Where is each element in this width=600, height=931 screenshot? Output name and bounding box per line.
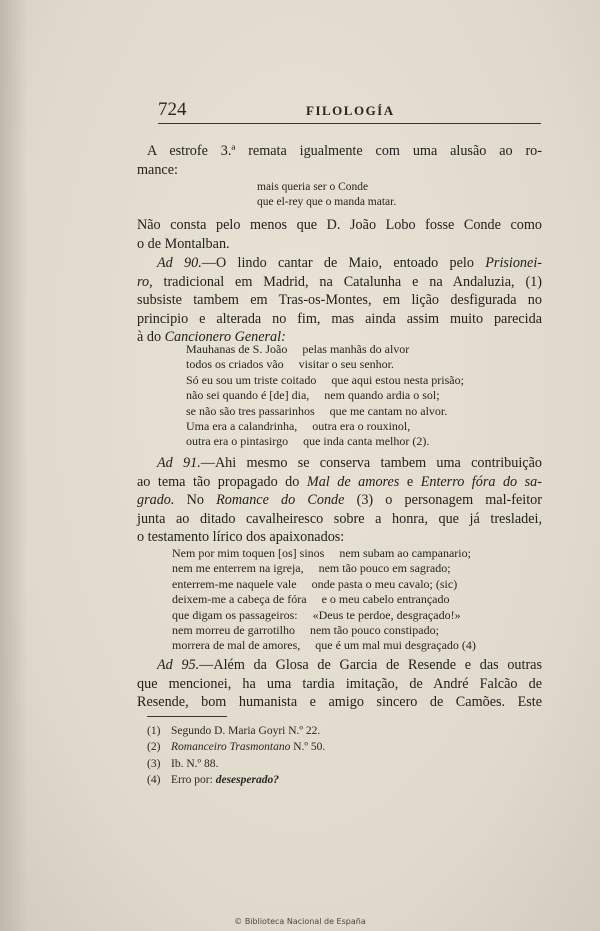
verse-line: Nem por mim toquen [os] sinos nem subam ao campanario; [172, 546, 471, 560]
library-watermark: © Biblioteca Nacional de España [234, 917, 366, 926]
verse-line: outra era o pintasirgo que inda canta melhor (2). [186, 434, 430, 449]
footnote: (2) Romanceiro Trasmontano N.º 50. [147, 741, 326, 754]
footnote: (3) Ib. N.º 88. [147, 757, 219, 770]
text-line: A estrofe 3.ª remata igualmente com uma alusão ao ro- [147, 143, 542, 159]
text-line: à do Cancionero General: [137, 329, 286, 346]
verse-line: enterrem-me naquele vale onde pasta o meu cavalo; (sic) [172, 576, 458, 591]
text-line: junta ao ditado cavalheiresco sobre a honra, que já tresladei, [137, 510, 542, 527]
text-line: Ad 91.—Ahi mesmo se conserva tambem uma contribuição [157, 455, 542, 471]
text-line: principio e alterada no fim, mas ainda assim muito parecida [137, 310, 542, 327]
verse-line: mais queria ser o Conde [257, 181, 369, 193]
verse-line: Só eu sou um triste coitado que aqui estou nesta prisão; [186, 372, 464, 387]
paragraph-ad-91 [137, 454, 542, 547]
text-line: ro, tradicional em Madrid, na Catalunha e na Andaluzia, (1) [137, 273, 542, 290]
footnotes [147, 723, 325, 789]
text-line: Não consta pelo menos que D. João Lobo fosse Conde como [137, 217, 542, 233]
binding-shadow [0, 0, 28, 931]
verse-line: que el-rey que o manda matar. [257, 196, 397, 208]
paragraph-joao-lobo [137, 216, 542, 253]
verse-line: que digam os passageiros: «Deus te perdoe, desgraçado!» [172, 607, 461, 622]
page-header [158, 97, 541, 124]
text-line: o de Montalban. [137, 235, 230, 252]
paragraph-ad-90 [137, 254, 542, 347]
paragraph-ad-95 [137, 656, 542, 712]
verse-quote-1 [257, 180, 396, 210]
text-line: que mencionei, ha uma tardia imitação, de André Falcão de [137, 675, 542, 692]
text-line: Resende, bom humanista e amigo sincero de Camões. Este [137, 694, 542, 711]
text-line: grado. No Romance do Conde (3) o personagem mal-feitor [137, 492, 542, 509]
verse-quote-3 [172, 546, 476, 654]
text-line: ao tema tão propagado do Mal de amores e Enterro fóra do sa- [137, 473, 542, 490]
verse-line: Uma era a calandrinha, outra era o rouxinol, [186, 419, 411, 434]
verse-line: Mauhanas de S. João pelas manhãs do alvor [186, 342, 410, 356]
running-title: FILOLOGÍA [306, 103, 395, 118]
verse-line: morrera de mal de amores, que é um mal mui desgraçado (4) [172, 638, 476, 653]
verse-line: deixem-me a cabeça de fóra e o meu cabelo entrançado [172, 592, 450, 607]
verse-line: não sei quando é [de] dia, nem quando ardia o sol; [186, 388, 440, 403]
verse-line: todos os criados vão visitar o seu senhor. [186, 357, 394, 372]
text-line: Ad 90.—O lindo cantar de Maio, entoado pelo Prisionei- [157, 255, 542, 271]
text-line: mance: [137, 161, 178, 178]
verse-line: se não são tres passarinhos que me cantam no alvor. [186, 403, 448, 418]
verse-line: nem me enterrem na igreja, nem tão pouco em sagrado; [172, 561, 451, 576]
verse-quote-2 [186, 342, 464, 450]
page-number: 724 [158, 99, 187, 120]
text-line: subsiste tambem em Tras-os-Montes, em lição desfigurada no [137, 292, 542, 309]
section-ref: Ad 95. [157, 657, 200, 673]
footnote-divider [147, 716, 227, 717]
text-line: Ad 95.—Além da Glosa de Garcia de Resende e das outras [157, 657, 542, 673]
verse-line: nem morreu de garrotilho nem tão pouco constipado; [172, 623, 439, 638]
footnote: (4) Erro por: desesperado? [147, 774, 279, 787]
footnote: (1) Segundo D. Maria Goyri N.º 22. [147, 725, 321, 737]
text-line: o testamento lírico dos apaixonados: [137, 529, 345, 546]
section-ref: Ad 90. [157, 255, 202, 271]
paragraph-estrofe [137, 142, 542, 179]
section-ref: Ad 91. [157, 455, 201, 471]
